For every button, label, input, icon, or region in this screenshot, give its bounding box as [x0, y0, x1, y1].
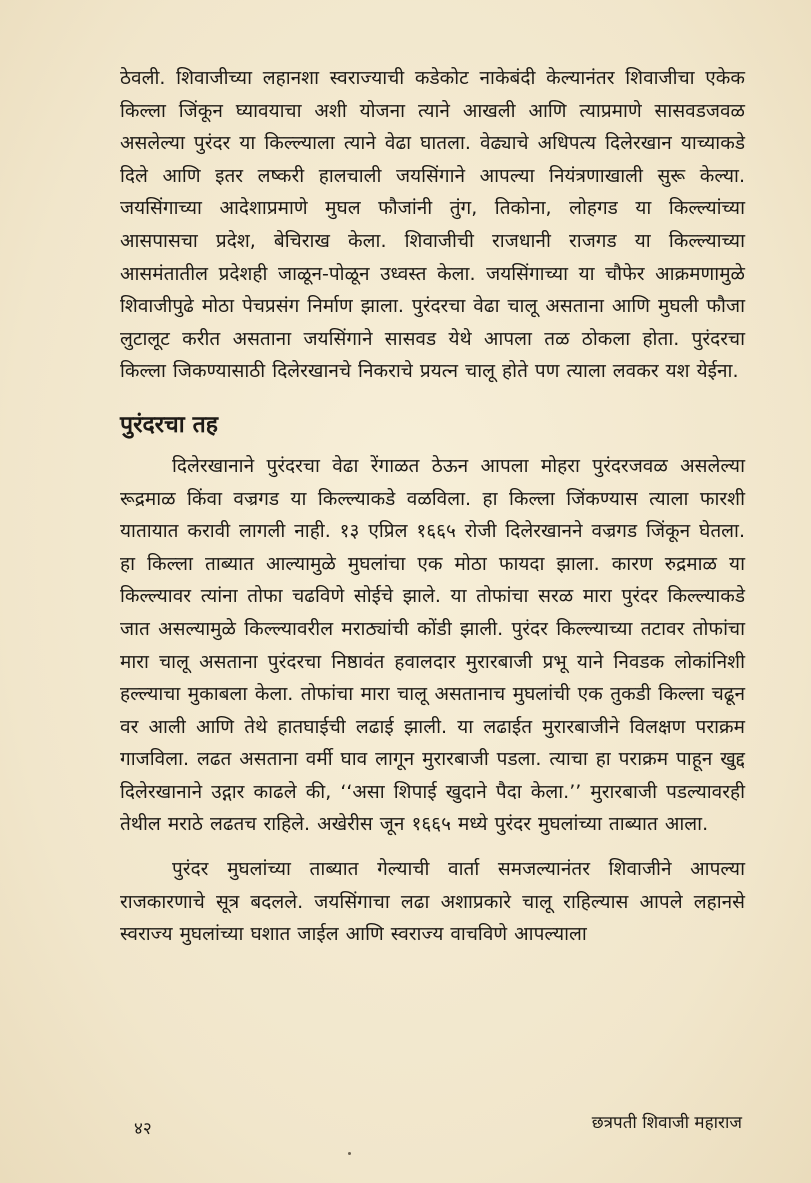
section-heading: पुरंदरचा तह — [120, 411, 218, 438]
body-paragraph-3: पुरंदर मुघलांच्या ताब्यात गेल्याची वार्ता समजल्यानंतर शिवाजीने आपल्या राजकारणाचे सूत्र बदलले. जयसिंगाचा लढा अशाप्रकारे चालू राहिल्यास आपले लहानसे स्वराज्य मुघलांच्या घशात जाईल आणि स्वराज्य वाचविणे आपल्याला — [120, 858, 745, 946]
body-paragraph-1: ठेवली. शिवाजीच्या लहानशा स्वराज्याची कडेकोट नाकेबंदी केल्यानंतर शिवाजीचा एकेक किल्ला जिंकून घ्यावयाचा अशी योजना त्याने आखली आणि त्याप्रमाणे सासवडजवळ असलेल्या पुरंदर या किल्ल्याला त्याने वेढा घातला. वेढ्याचे अधिपत्य दिलेरखान याच्याकडे दिले आणि इतर लष्करी हालचाली जयसिंगाने आपल्या नियंत्रणाखाली सुरू केल्या. जयसिंगाच्या आदेशाप्रमाणे मुघल फौजांनी तुंग, तिकोना, लोहगड या किल्ल्यांच्या आसपासचा प्रदेश, बेचिराख केला. शिवाजीची राजधानी राजगड या किल्ल्याच्या आसमंतातील प्रदेशही जाळून-पोळून उध्वस्त केला. जयसिंगाच्या या चौफेर आक्रमणामुळे शिवाजीपुढे मोठा पेचप्रसंग निर्माण झाला. पुरंदरचा वेढा चालू असताना आणि मुघली फौजा लुटालूट करीत असताना जयसिंगाने सासवड येथे आपला तळ ठोकला होता. पुरंदरचा किल्ला जिकण्यासाठी दिलेरखानचे निकराचे प्रयत्न चालू होते पण त्याला लवकर यश येईना. — [120, 67, 745, 383]
body-paragraph-2: दिलेरखानाने पुरंदरचा वेढा रेंगाळत ठेऊन आपला मोहरा पुरंदरजवळ असलेल्या रूद्रमाळ किंवा वज्रगड या किल्ल्याकडे वळविला. हा किल्ला जिंकण्यास त्याला फारशी यातायात करावी लागली नाही. १३ एप्रिल १६६५ रोजी दिलेरखानने वज्रगड जिंकून घेतला. हा किल्ला ताब्यात आल्यामुळे मुघलांचा एक मोठा फायदा झाला. कारण रुद्रमाळ या किल्ल्यावर त्यांना तोफा चढविणे सोईचे झाले. या तोफांचा सरळ मारा पुरंदर किल्ल्याकडे जात असल्यामुळे किल्ल्यावरील मराठ्यांची कोंडी झाली. पुरंदर किल्ल्याच्या तटावर तोफांचा मारा चालू असताना पुरंदरचा निष्ठावंत हवालदार मुरारबाजी प्रभू याने निवडक लोकांनिशी हल्ल्याचा मुकाबला केला. तोफांचा मारा चालू असतानाच मुघलांची एक तुकडी किल्ला चढून वर आली आणि तेथे हातघाईची लढाई झाली. या लढाईत मुरारबाजीने विलक्षण पराक्रम गाजविला. लढत असताना वर्मी घाव लागून मुरारबाजी पडला. त्याचा हा पराक्रम पाहून खुद्द दिलेरखानाने उद्गार काढले की, ‘‘असा शिपाई खुदाने पैदा केला.’’ मुरारबाजी पडल्यावरही तेथील मराठे लढतच राहिले. अखेरीस जून १६६५ मध्ये पुरंदर मुघलांच्या ताब्यात आला. — [120, 454, 745, 836]
page-body — [120, 62, 745, 951]
page-number: ४२ — [134, 1119, 152, 1139]
print-speck — [348, 1152, 351, 1155]
running-title: छत्रपती शिवाजी महाराज — [591, 1113, 742, 1133]
